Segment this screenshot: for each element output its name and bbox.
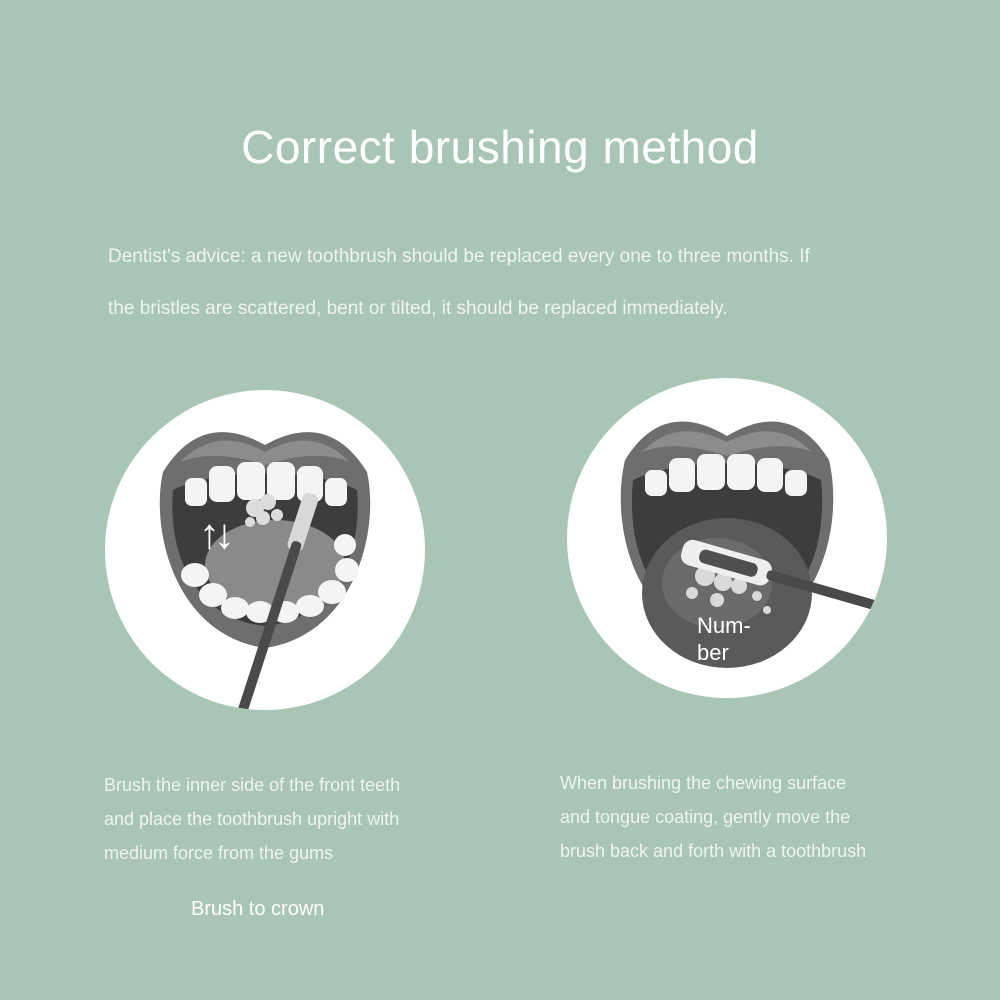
- left-caption-line: medium force from the gums: [104, 843, 334, 863]
- left-caption-line: and place the toothbrush upright with: [104, 809, 400, 829]
- number-label: Num- ber: [697, 613, 751, 665]
- page-title: Correct brushing method: [241, 121, 759, 173]
- advice-line-1: Dentist's advice: a new toothbrush should be replaced every one to three months. If: [108, 246, 810, 267]
- right-caption-line: and tongue coating, gently move the: [560, 807, 851, 827]
- right-caption: [560, 766, 866, 868]
- open-mouth-inner-brushing-image: [105, 390, 425, 710]
- left-caption-line: Brush the inner side of the front teeth: [104, 775, 401, 795]
- brush-to-crown-label: Brush to crown: [191, 898, 325, 920]
- right-caption-line: brush back and forth with a toothbrush: [560, 841, 867, 861]
- inner-teeth-illustration: [105, 390, 425, 710]
- left-caption: [104, 768, 400, 870]
- up-down-arrows-icon: ↑↓: [199, 510, 229, 557]
- advice-line-2: the bristles are scattered, bent or tilted, it should be replaced immediately.: [108, 298, 728, 319]
- right-caption-line: When brushing the chewing surface: [560, 773, 847, 793]
